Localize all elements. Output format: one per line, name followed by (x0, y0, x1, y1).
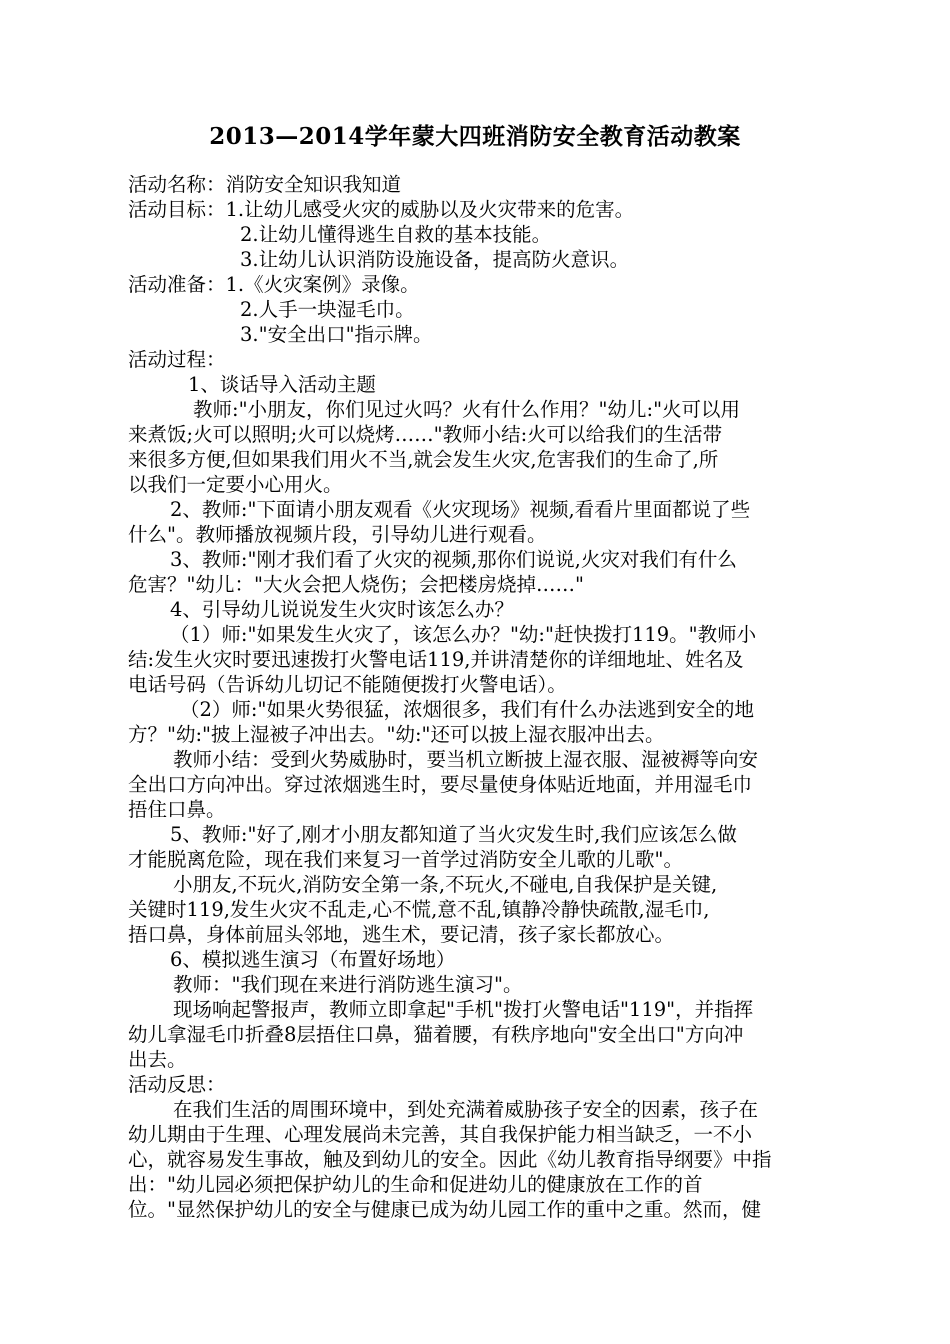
paragraph-line: 危害？"幼儿："大火会把人烧伤；会把楼房烧掉……" (128, 573, 584, 596)
goal-item-3: 3.让幼儿认识消防设施设备，提高防火意识。 (240, 248, 630, 271)
step-1-heading: 1、谈话导入活动主题 (188, 373, 376, 396)
paragraph-line: 来煮饭;火可以照明;火可以烧烤……"教师小结:火可以给我们的生活带 (128, 423, 723, 446)
reflection-line: 在我们生活的周围环境中，到处充满着威胁孩子安全的因素，孩子在 (173, 1098, 759, 1121)
activity-goal-line: 活动目标：1.让幼儿感受火灾的威胁以及火灾带来的危害。 (128, 198, 635, 221)
paragraph-line: 出去。 (128, 1048, 187, 1071)
step-2-line: 2、教师:"下面请小朋友观看《火灾现场》视频,看看片里面都说了些 (170, 498, 751, 521)
document-title: 2013—2014学年蒙大四班消防安全教育活动教案 (209, 123, 741, 150)
paragraph-line: 来很多方便,但如果我们用火不当,就会发生火灾,危害我们的生命了,所 (128, 448, 719, 471)
paragraph-line: 才能脱离危险，现在我们来复习一首学过消防安全儿歌的儿歌"。 (128, 848, 683, 871)
paragraph-line: 捂口鼻，身体前屈头邻地，逃生术，要记清，孩子家长都放心。 (128, 923, 675, 946)
step-4-heading: 4、引导幼儿说说发生火灾时该怎么办？ (170, 598, 514, 621)
goal-item-2: 2.让幼儿懂得逃生自救的基本技能。 (240, 223, 552, 246)
paragraph-line: 幼儿拿湿毛巾折叠8层捂住口鼻，猫着腰，有秩序地向"安全出口"方向冲 (128, 1023, 744, 1046)
sub-step-2-line: （2）师:"如果火势很猛，浓烟很多，我们有什么办法逃到安全的地 (180, 698, 754, 721)
reflection-line: 位。"显然保护幼儿的安全与健康已成为幼儿园工作的重中之重。然而，健 (128, 1198, 761, 1221)
reflection-line: 出："幼儿园必须把保护幼儿的生命和促进幼儿的健康放在工作的首 (128, 1173, 703, 1196)
step-3-line: 3、教师:"刚才我们看了火灾的视频,那你们说说,火灾对我们有什么 (170, 548, 737, 571)
paragraph-line: 方？"幼:"披上湿被子冲出去。"幼:"还可以披上湿衣服冲出去。 (128, 723, 665, 746)
paragraph-line: 关键时119,发生火灾不乱走,心不慌,意不乱,镇静冷静快疏散,湿毛巾, (128, 898, 710, 921)
prep-item-3: 3."安全出口"指示牌。 (240, 323, 433, 346)
activity-name-line: 活动名称：消防安全知识我知道 (128, 173, 402, 196)
paragraph-line: 以我们一定要小心用火。 (128, 473, 343, 496)
paragraph-line: 什么"。教师播放视频片段，引导幼儿进行观看。 (128, 523, 547, 546)
activity-prep-line: 活动准备：1.《火灾案例》录像。 (128, 273, 420, 296)
reflection-line: 心，就容易发生事故，触及到幼儿的安全。因此《幼儿教育指导纲要》中指 (128, 1148, 772, 1171)
document-body (128, 172, 832, 1222)
sub-step-1-line: （1）师:"如果发生火灾了，该怎么办？"幼:"赶快拨打119。"教师小 (170, 623, 757, 646)
summary-line: 教师小结：受到火势威胁时，要当机立断披上湿衣服、湿被褥等向安 (173, 748, 759, 771)
paragraph-line: 捂住口鼻。 (128, 798, 226, 821)
nursery-rhyme-line: 小朋友,不玩火,消防安全第一条,不玩火,不碰电,自我保护是关键, (173, 873, 718, 896)
paragraph-line: 教师："我们现在来进行消防逃生演习"。 (173, 973, 523, 996)
paragraph-line: 教师:"小朋友，你们见过火吗？火有什么作用？"幼儿:"火可以用 (193, 398, 741, 421)
activity-process-heading: 活动过程： (128, 348, 226, 371)
prep-item-2: 2.人手一块湿毛巾。 (240, 298, 415, 321)
reflection-heading: 活动反思： (128, 1073, 226, 1096)
step-5-line: 5、教师:"好了,刚才小朋友都知道了当火灾发生时,我们应该怎么做 (170, 823, 737, 846)
paragraph-line: 结:发生火灾时要迅速拨打火警电话119,并讲清楚你的详细地址、姓名及 (128, 648, 744, 671)
paragraph-line: 电话号码（告诉幼儿切记不能随便拨打火警电话）。 (128, 673, 567, 696)
reflection-line: 幼儿期由于生理、心理发展尚未完善，其自我保护能力相当缺乏，一不小 (128, 1123, 753, 1146)
paragraph-line: 现场响起警报声，教师立即拿起"手机"拨打火警电话"119"，并指挥 (173, 998, 754, 1021)
paragraph-line: 全出口方向冲出。穿过浓烟逃生时，要尽量使身体贴近地面，并用湿毛巾 (128, 773, 753, 796)
step-6-heading: 6、模拟逃生演习（布置好场地） (170, 948, 456, 971)
